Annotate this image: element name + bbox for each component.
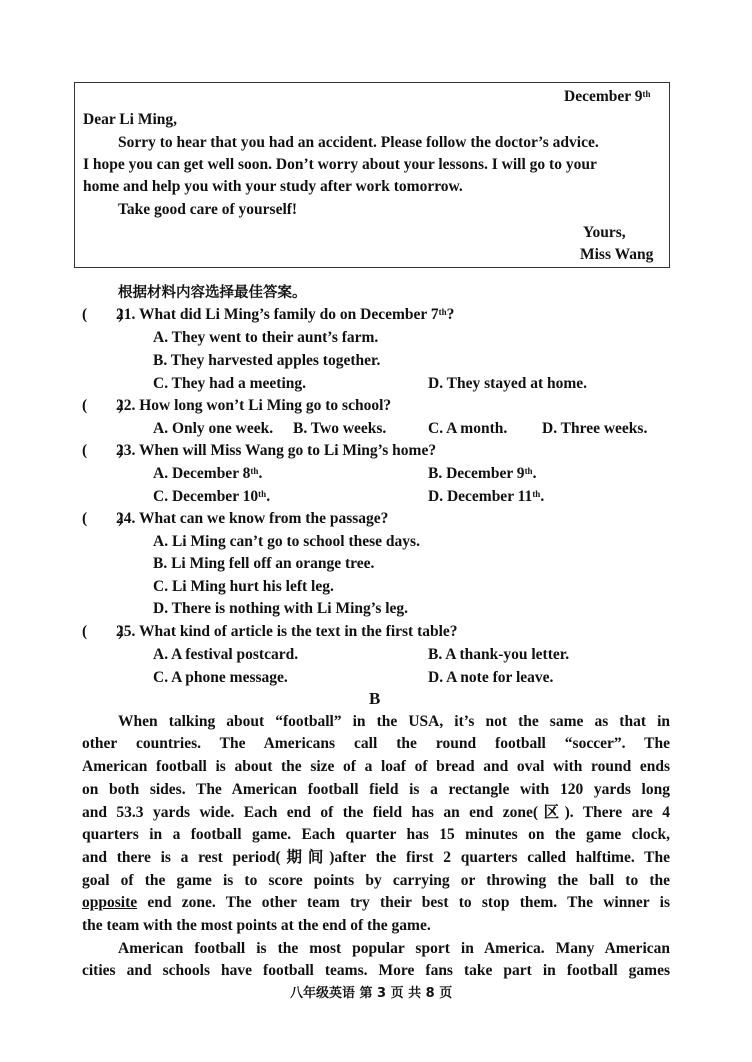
passage-line: American football is the most popular sport in America. Many American (118, 940, 670, 957)
note-line: home and help you with your study after work tomorrow. (83, 178, 463, 195)
question-stem: 21. What did Li Ming’s family do on December 7th? (116, 306, 455, 323)
note-line: Sorry to hear that you had an accident. Please follow the doctor’s advice. (118, 134, 599, 151)
option-b[interactable]: B. They harvested apples together. (153, 352, 381, 369)
question-bracket[interactable]: ( ) (82, 510, 124, 527)
option-b[interactable]: B. A thank-you letter. (428, 646, 570, 663)
option-b[interactable]: B. December 9th. (428, 465, 537, 482)
option-b[interactable]: B. Two weeks. (293, 420, 387, 437)
option-a[interactable]: A. They went to their aunt’s farm. (153, 329, 379, 346)
passage-line: on both sides. The American football field is a rectangle with 120 yards long (82, 781, 670, 798)
section-heading: B (369, 689, 381, 708)
option-a[interactable]: A. Only one week. (153, 420, 274, 437)
passage-line: goal of the game is to score points by carrying or throwing the ball to the (82, 872, 670, 889)
option-a[interactable]: A. A festival postcard. (153, 646, 299, 663)
option-a[interactable]: A. Li Ming can’t go to school these days. (153, 533, 420, 550)
question-stem: 24. What can we know from the passage? (116, 510, 389, 527)
option-d[interactable]: D. They stayed at home. (428, 375, 588, 392)
option-c[interactable]: C. They had a meeting. (153, 375, 307, 392)
note-date: December 9th (564, 88, 651, 105)
passage-line: quarters in a football game. Each quarter has 15 minutes on the game clock, (82, 826, 670, 843)
option-d[interactable]: D. There is nothing with Li Ming’s leg. (153, 600, 409, 617)
passage-line: American football is about the size of a loaf of bread and oval with round ends (82, 758, 670, 775)
option-b[interactable]: B. Li Ming fell off an orange tree. (153, 555, 375, 572)
passage-line: and 53.3 yards wide. Each end of the field has an end zone(区). There are 4 (82, 804, 670, 821)
option-d[interactable]: D. Three weeks. (542, 420, 648, 437)
instruction: 根据材料内容选择最佳答案。 (118, 285, 307, 301)
question-bracket[interactable]: ( ) (82, 397, 124, 414)
option-c[interactable]: C. A month. (428, 420, 508, 437)
underlined-word: opposite (82, 894, 138, 911)
question-bracket[interactable]: ( ) (82, 442, 124, 459)
passage-line: and there is a rest period(期间)after the first 2 quarters called halftime. The (82, 849, 670, 866)
note-greeting: Dear Li Ming, (83, 111, 177, 128)
page-footer: 八年级英语 第 3 页 共 8 页 (290, 986, 453, 1001)
option-c[interactable]: C. December 10th. (153, 488, 271, 505)
option-a[interactable]: A. December 8th. (153, 465, 263, 482)
option-c[interactable]: C. Li Ming hurt his left leg. (153, 578, 334, 595)
question-stem: 23. When will Miss Wang go to Li Ming’s home? (116, 442, 437, 459)
note-line: I hope you can get well soon. Don’t worry about your lessons. I will go to your (83, 156, 597, 173)
passage-line: cities and schools have football teams. More fans take part in football games (82, 962, 670, 979)
question-stem: 25. What kind of article is the text in the first table? (116, 623, 458, 640)
passage-line: opposite end zone. The other team try their best to stop them. The winner is (82, 894, 670, 911)
option-d[interactable]: D. December 11th. (428, 488, 545, 505)
passage-line: When talking about “football” in the USA, it’s not the same as that in (118, 713, 670, 730)
question-bracket[interactable]: ( ) (82, 306, 124, 323)
note-closing: Yours, (583, 224, 626, 241)
question-bracket[interactable]: ( ) (82, 623, 124, 640)
passage-line: the team with the most points at the end of the game. (82, 917, 431, 934)
option-c[interactable]: C. A phone message. (153, 669, 288, 686)
passage-line: other countries. The Americans call the round football “soccer”. The (82, 735, 670, 752)
question-stem: 22. How long won’t Li Ming go to school? (116, 397, 392, 414)
note-signature: Miss Wang (580, 246, 654, 263)
option-d[interactable]: D. A note for leave. (428, 669, 554, 686)
note-line: Take good care of yourself! (118, 201, 298, 218)
